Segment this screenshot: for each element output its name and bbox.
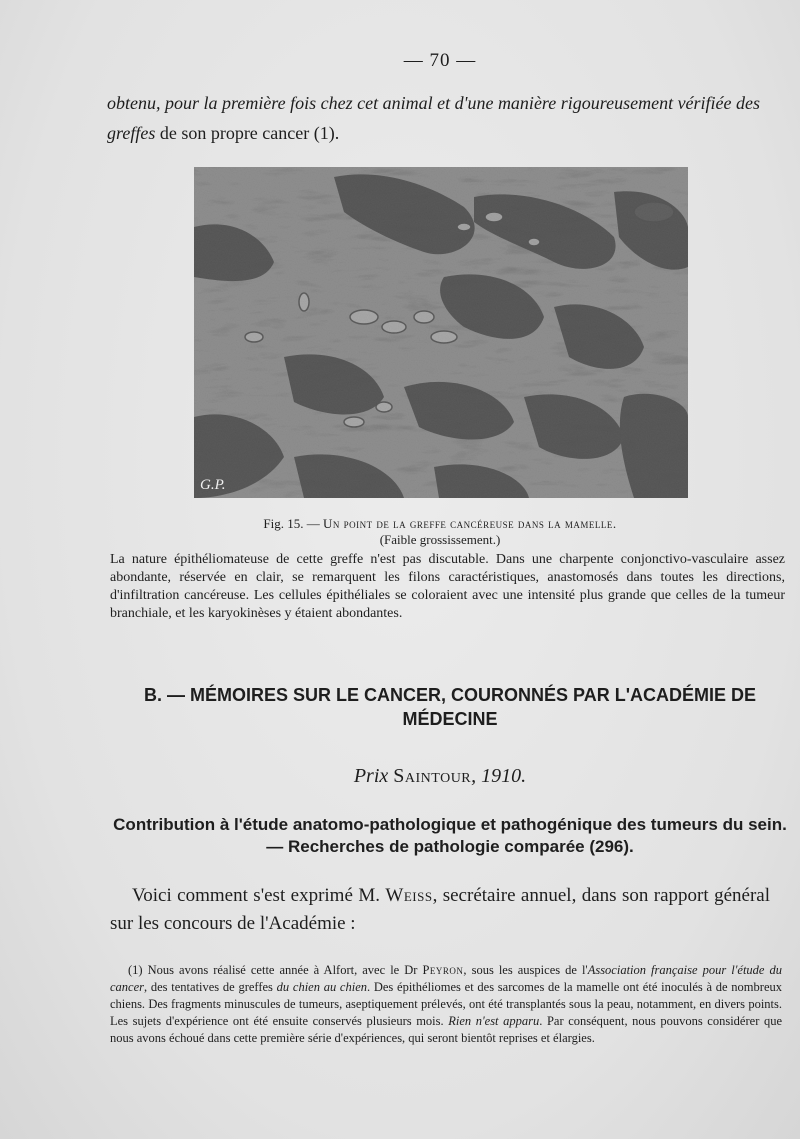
body-prefix: Voici comment s'est exprimé M. — [132, 885, 386, 906]
micrograph-figure — [194, 167, 688, 498]
prize-name: Saintour — [393, 765, 472, 787]
footnote-dog: du chien au chien — [276, 980, 367, 994]
footnote-p2: , sous les auspices de l' — [463, 963, 588, 977]
footnote-p5: . Par conséquent, nous pouvons considérer que nous avons échoué dans cette première série d'expériences, qui seront bientôt reprises et élargies. — [110, 1014, 782, 1045]
figure-monogram: G.P. — [200, 477, 226, 493]
figure-caption-note: (Faible grossissement.) — [379, 532, 501, 547]
body-suffix: , secrétaire annuel, dans son rapport général sur les concours de l'Académie : — [110, 885, 770, 934]
footnote-p3: , des tentatives de greffes — [144, 980, 277, 994]
footnote-result: Rien n'est apparu — [448, 1014, 540, 1028]
intro-paragraph — [107, 88, 787, 148]
body-name: Weiss — [385, 885, 433, 906]
figure-caption — [0, 516, 800, 532]
footnote-p1: (1) Nous avons réalisé cette année à Alfort, avec le Dr — [128, 963, 423, 977]
page-number: — 70 — — [403, 50, 477, 71]
figure-caption-title: Un point de la greffe cancéreuse dans la mamelle. — [322, 516, 617, 531]
figure-description: La nature épithéliomateuse de cette greffe n'est pas discutable. Dans une charpente conjonctivo-vasculaire assez abondante, réservée en clair, se remarquent les filons caractéristiques, anastomosés dans toutes les directions, d'infiltration cancéreuse. Les cellules épithéliales se coloraient avec une intensité plus grande que celles de la tumeur branchiale, et les karyokinèses y étaient abondantes. — [110, 552, 785, 621]
footnote-assoc: Association française pour l'étude du cancer — [110, 963, 782, 994]
prize-line — [0, 765, 800, 788]
intro-rest: de son propre cancer (1). — [155, 123, 340, 143]
contribution-title: Contribution à l'étude anatomo-pathologique et pathogénique des tumeurs du sein. — Recherches de pathologie comparée (296). — [113, 815, 787, 856]
footnote-p4: . Des épithéliomes et des sarcomes de la mamelle ont été inoculés à de nombreux chiens. Des fragments minuscules de tumeurs, aseptiquement prélevés, ont été transplantés sous la peau, notamment, en divers points. Les sujets d'expérience ont été ensuite conservés plusieurs mois. — [110, 980, 782, 1028]
prize-year: , 1910. — [471, 765, 527, 787]
figure-caption-prefix: Fig. 15. — — [263, 516, 323, 531]
intro-italic: obtenu, pour la première fois chez cet animal et d'une manière rigoureusement vérifiée des greffes — [107, 93, 761, 143]
body-paragraph — [110, 882, 770, 938]
footnote-name: Peyron — [422, 963, 464, 977]
prize-label: Prix — [353, 765, 394, 787]
footnote — [110, 962, 782, 1047]
section-heading: B. — MÉMOIRES SUR LE CANCER, COURONNÉS PAR L'ACADÉMIE DE MÉDECINE — [144, 685, 756, 729]
micrograph-illustration-icon — [194, 167, 688, 498]
